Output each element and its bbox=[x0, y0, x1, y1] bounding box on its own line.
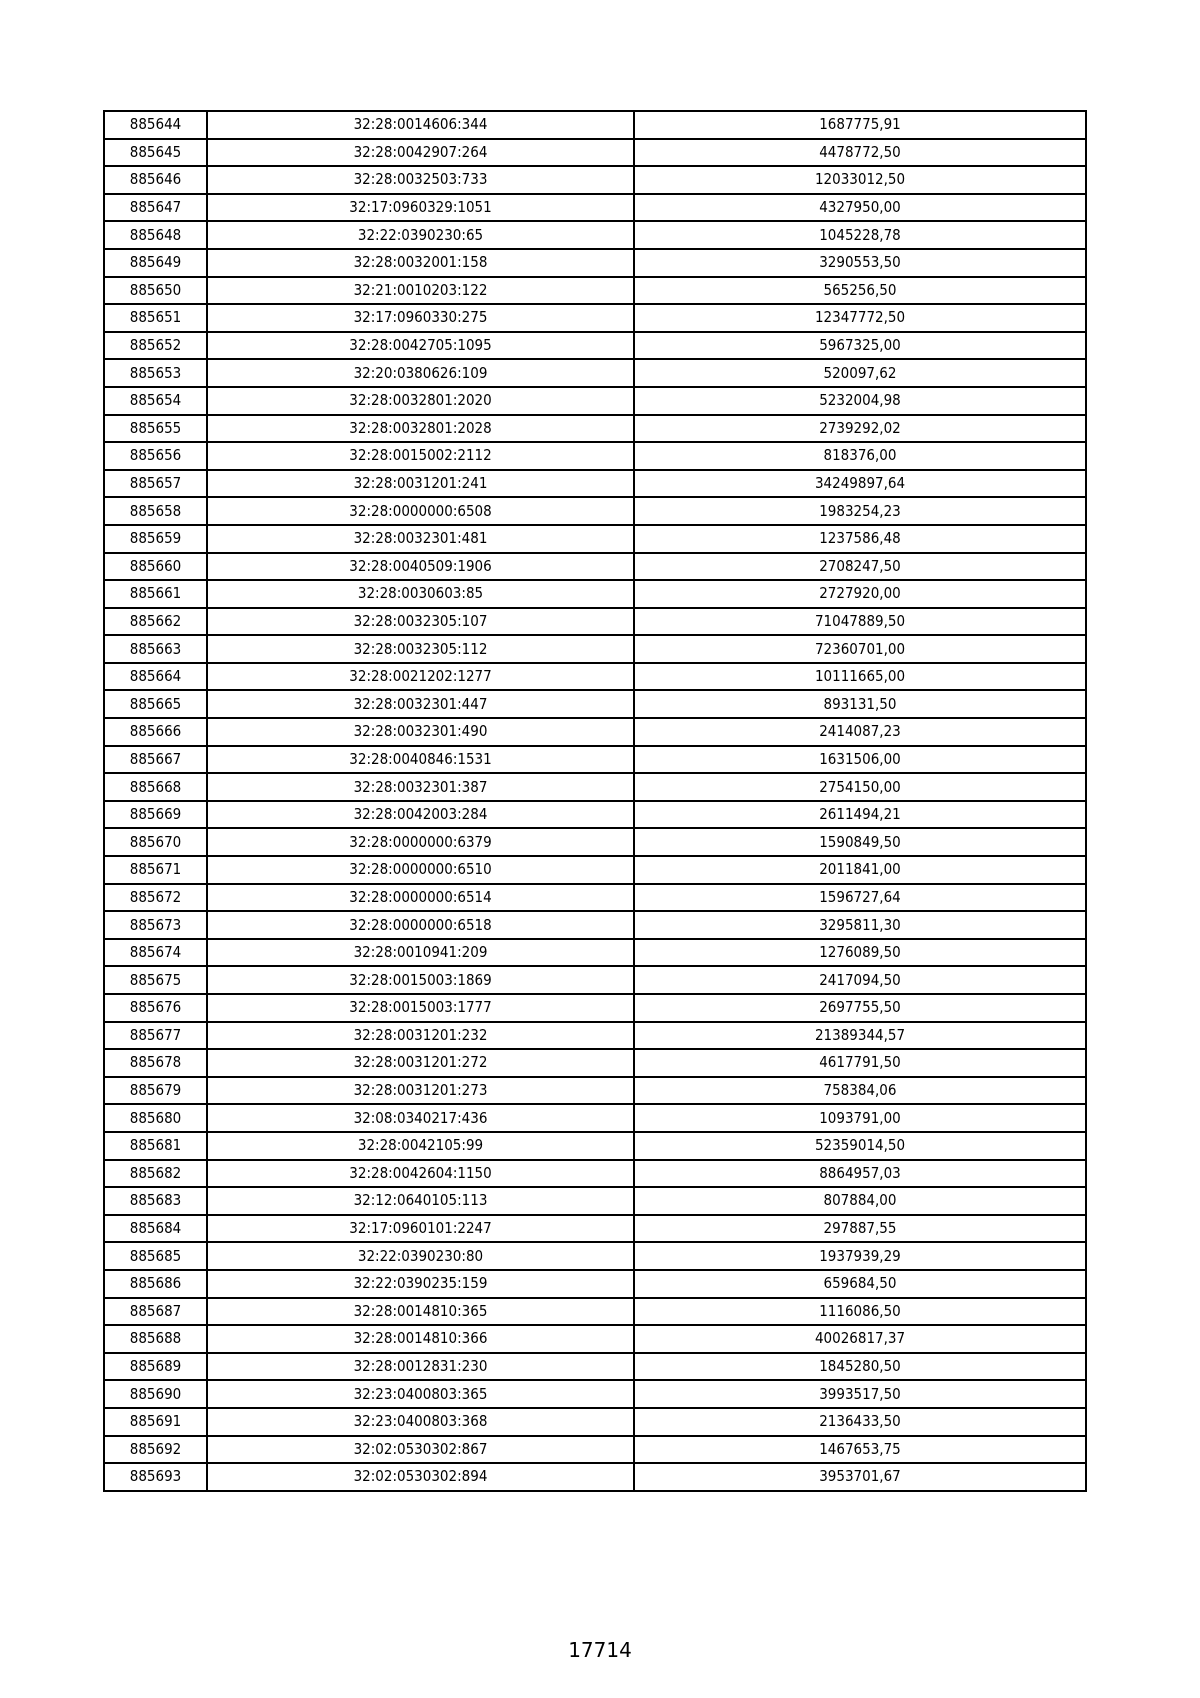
table-row bbox=[104, 801, 1086, 829]
row-id-cell: 885675 bbox=[104, 966, 207, 994]
value-cell: 4478772,50 bbox=[634, 139, 1086, 167]
row-id-cell: 885647 bbox=[104, 194, 207, 222]
row-id-cell: 885673 bbox=[104, 911, 207, 939]
cadastral-number-cell: 32:28:0032305:107 bbox=[207, 608, 634, 636]
table-row bbox=[104, 166, 1086, 194]
value-cell: 1937939,29 bbox=[634, 1242, 1086, 1270]
cadastral-number-cell: 32:28:0031201:272 bbox=[207, 1049, 634, 1077]
cadastral-number-cell: 32:17:0960101:2247 bbox=[207, 1215, 634, 1243]
row-id-cell: 885671 bbox=[104, 856, 207, 884]
cadastral-number-cell: 32:28:0032503:733 bbox=[207, 166, 634, 194]
table-row bbox=[104, 470, 1086, 498]
value-cell: 2727920,00 bbox=[634, 580, 1086, 608]
cadastral-number-cell: 32:28:0031201:232 bbox=[207, 1022, 634, 1050]
row-id-cell: 885666 bbox=[104, 718, 207, 746]
value-cell: 1631506,00 bbox=[634, 746, 1086, 774]
row-id-cell: 885655 bbox=[104, 415, 207, 443]
row-id-cell: 885662 bbox=[104, 608, 207, 636]
cadastral-number-cell: 32:22:0390235:159 bbox=[207, 1270, 634, 1298]
cadastral-number-cell: 32:28:0042705:1095 bbox=[207, 332, 634, 360]
table-row bbox=[104, 966, 1086, 994]
table-row bbox=[104, 1270, 1086, 1298]
table-row bbox=[104, 332, 1086, 360]
table-row bbox=[104, 1077, 1086, 1105]
table-row bbox=[104, 111, 1086, 139]
row-id-cell: 885682 bbox=[104, 1160, 207, 1188]
row-id-cell: 885651 bbox=[104, 304, 207, 332]
row-id-cell: 885681 bbox=[104, 1132, 207, 1160]
row-id-cell: 885686 bbox=[104, 1270, 207, 1298]
cadastral-number-cell: 32:28:0032305:112 bbox=[207, 635, 634, 663]
cadastral-number-cell: 32:28:0031201:241 bbox=[207, 470, 634, 498]
value-cell: 2414087,23 bbox=[634, 718, 1086, 746]
value-cell: 3953701,67 bbox=[634, 1463, 1086, 1491]
row-id-cell: 885676 bbox=[104, 994, 207, 1022]
table-row bbox=[104, 387, 1086, 415]
row-id-cell: 885667 bbox=[104, 746, 207, 774]
cadastral-number-cell: 32:08:0340217:436 bbox=[207, 1104, 634, 1132]
row-id-cell: 885687 bbox=[104, 1298, 207, 1326]
cadastral-number-cell: 32:28:0000000:6379 bbox=[207, 828, 634, 856]
cadastral-number-cell: 32:28:0032301:447 bbox=[207, 690, 634, 718]
table-row bbox=[104, 139, 1086, 167]
cadastral-number-cell: 32:28:0032001:158 bbox=[207, 249, 634, 277]
row-id-cell: 885648 bbox=[104, 221, 207, 249]
row-id-cell: 885645 bbox=[104, 139, 207, 167]
table-row bbox=[104, 1242, 1086, 1270]
row-id-cell: 885693 bbox=[104, 1463, 207, 1491]
value-cell: 12347772,50 bbox=[634, 304, 1086, 332]
cadastral-number-cell: 32:28:0015002:2112 bbox=[207, 442, 634, 470]
value-cell: 297887,55 bbox=[634, 1215, 1086, 1243]
table-row bbox=[104, 1160, 1086, 1188]
cadastral-number-cell: 32:22:0390230:65 bbox=[207, 221, 634, 249]
cadastral-number-cell: 32:28:0032801:2028 bbox=[207, 415, 634, 443]
value-cell: 1093791,00 bbox=[634, 1104, 1086, 1132]
value-cell: 818376,00 bbox=[634, 442, 1086, 470]
table-row bbox=[104, 497, 1086, 525]
value-cell: 520097,62 bbox=[634, 359, 1086, 387]
cadastral-number-cell: 32:28:0042105:99 bbox=[207, 1132, 634, 1160]
row-id-cell: 885650 bbox=[104, 277, 207, 305]
table-row bbox=[104, 304, 1086, 332]
row-id-cell: 885685 bbox=[104, 1242, 207, 1270]
value-cell: 1845280,50 bbox=[634, 1353, 1086, 1381]
value-cell: 2739292,02 bbox=[634, 415, 1086, 443]
cadastral-number-cell: 32:28:0030603:85 bbox=[207, 580, 634, 608]
table-row bbox=[104, 194, 1086, 222]
table-row bbox=[104, 1463, 1086, 1491]
value-cell: 5967325,00 bbox=[634, 332, 1086, 360]
value-cell: 1983254,23 bbox=[634, 497, 1086, 525]
value-cell: 4617791,50 bbox=[634, 1049, 1086, 1077]
value-cell: 8864957,03 bbox=[634, 1160, 1086, 1188]
table-row bbox=[104, 1436, 1086, 1464]
row-id-cell: 885679 bbox=[104, 1077, 207, 1105]
value-cell: 1116086,50 bbox=[634, 1298, 1086, 1326]
row-id-cell: 885690 bbox=[104, 1380, 207, 1408]
cadastral-number-cell: 32:28:0032301:490 bbox=[207, 718, 634, 746]
cadastral-number-cell: 32:21:0010203:122 bbox=[207, 277, 634, 305]
row-id-cell: 885658 bbox=[104, 497, 207, 525]
table-row bbox=[104, 249, 1086, 277]
value-cell: 4327950,00 bbox=[634, 194, 1086, 222]
page-number: 17714 bbox=[568, 1638, 632, 1662]
value-cell: 1237586,48 bbox=[634, 525, 1086, 553]
value-cell: 1045228,78 bbox=[634, 221, 1086, 249]
table-row bbox=[104, 635, 1086, 663]
row-id-cell: 885684 bbox=[104, 1215, 207, 1243]
table-row bbox=[104, 553, 1086, 581]
value-cell: 2136433,50 bbox=[634, 1408, 1086, 1436]
cadastral-number-cell: 32:28:0042907:264 bbox=[207, 139, 634, 167]
value-cell: 807884,00 bbox=[634, 1187, 1086, 1215]
row-id-cell: 885652 bbox=[104, 332, 207, 360]
cadastral-number-cell: 32:28:0031201:273 bbox=[207, 1077, 634, 1105]
table-row bbox=[104, 884, 1086, 912]
table-row bbox=[104, 773, 1086, 801]
row-id-cell: 885664 bbox=[104, 663, 207, 691]
row-id-cell: 885657 bbox=[104, 470, 207, 498]
table-row bbox=[104, 1408, 1086, 1436]
cadastral-number-cell: 32:28:0040509:1906 bbox=[207, 553, 634, 581]
value-cell: 893131,50 bbox=[634, 690, 1086, 718]
table-row bbox=[104, 911, 1086, 939]
cadastral-number-cell: 32:28:0000000:6510 bbox=[207, 856, 634, 884]
row-id-cell: 885689 bbox=[104, 1353, 207, 1381]
table-row bbox=[104, 1187, 1086, 1215]
row-id-cell: 885670 bbox=[104, 828, 207, 856]
row-id-cell: 885672 bbox=[104, 884, 207, 912]
value-cell: 1276089,50 bbox=[634, 939, 1086, 967]
value-cell: 52359014,50 bbox=[634, 1132, 1086, 1160]
cadastral-number-cell: 32:28:0032801:2020 bbox=[207, 387, 634, 415]
cadastral-number-cell: 32:28:0040846:1531 bbox=[207, 746, 634, 774]
table-row bbox=[104, 856, 1086, 884]
value-cell: 71047889,50 bbox=[634, 608, 1086, 636]
cadastral-number-cell: 32:28:0021202:1277 bbox=[207, 663, 634, 691]
cadastral-number-cell: 32:02:0530302:894 bbox=[207, 1463, 634, 1491]
row-id-cell: 885669 bbox=[104, 801, 207, 829]
row-id-cell: 885659 bbox=[104, 525, 207, 553]
row-id-cell: 885677 bbox=[104, 1022, 207, 1050]
value-cell: 34249897,64 bbox=[634, 470, 1086, 498]
table-row bbox=[104, 939, 1086, 967]
table-row bbox=[104, 1022, 1086, 1050]
cadastral-number-cell: 32:20:0380626:109 bbox=[207, 359, 634, 387]
cadastral-number-cell: 32:28:0014810:366 bbox=[207, 1325, 634, 1353]
cadastral-number-cell: 32:28:0042604:1150 bbox=[207, 1160, 634, 1188]
row-id-cell: 885678 bbox=[104, 1049, 207, 1077]
row-id-cell: 885644 bbox=[104, 111, 207, 139]
table-row bbox=[104, 1132, 1086, 1160]
table-row bbox=[104, 525, 1086, 553]
value-cell: 565256,50 bbox=[634, 277, 1086, 305]
table-row bbox=[104, 442, 1086, 470]
table-row bbox=[104, 1380, 1086, 1408]
value-cell: 2697755,50 bbox=[634, 994, 1086, 1022]
row-id-cell: 885668 bbox=[104, 773, 207, 801]
data-table-body bbox=[104, 111, 1086, 1491]
value-cell: 2611494,21 bbox=[634, 801, 1086, 829]
table-row bbox=[104, 1353, 1086, 1381]
cadastral-number-cell: 32:02:0530302:867 bbox=[207, 1436, 634, 1464]
value-cell: 3295811,30 bbox=[634, 911, 1086, 939]
table-row bbox=[104, 1325, 1086, 1353]
cadastral-number-cell: 32:28:0015003:1869 bbox=[207, 966, 634, 994]
row-id-cell: 885691 bbox=[104, 1408, 207, 1436]
value-cell: 72360701,00 bbox=[634, 635, 1086, 663]
row-id-cell: 885680 bbox=[104, 1104, 207, 1132]
row-id-cell: 885656 bbox=[104, 442, 207, 470]
row-id-cell: 885649 bbox=[104, 249, 207, 277]
value-cell: 1590849,50 bbox=[634, 828, 1086, 856]
value-cell: 2417094,50 bbox=[634, 966, 1086, 994]
cadastral-number-cell: 32:28:0000000:6518 bbox=[207, 911, 634, 939]
table-row bbox=[104, 994, 1086, 1022]
value-cell: 659684,50 bbox=[634, 1270, 1086, 1298]
row-id-cell: 885660 bbox=[104, 553, 207, 581]
value-cell: 1596727,64 bbox=[634, 884, 1086, 912]
value-cell: 21389344,57 bbox=[634, 1022, 1086, 1050]
value-cell: 3993517,50 bbox=[634, 1380, 1086, 1408]
table-row bbox=[104, 580, 1086, 608]
cadastral-number-cell: 32:17:0960330:275 bbox=[207, 304, 634, 332]
value-cell: 40026817,37 bbox=[634, 1325, 1086, 1353]
value-cell: 5232004,98 bbox=[634, 387, 1086, 415]
cadastral-number-cell: 32:28:0000000:6514 bbox=[207, 884, 634, 912]
cadastral-number-cell: 32:28:0012831:230 bbox=[207, 1353, 634, 1381]
row-id-cell: 885683 bbox=[104, 1187, 207, 1215]
table-row bbox=[104, 1049, 1086, 1077]
row-id-cell: 885665 bbox=[104, 690, 207, 718]
table-row bbox=[104, 608, 1086, 636]
cadastral-number-cell: 32:28:0014606:344 bbox=[207, 111, 634, 139]
table-row bbox=[104, 221, 1086, 249]
cadastral-number-cell: 32:28:0010941:209 bbox=[207, 939, 634, 967]
cadastral-number-cell: 32:12:0640105:113 bbox=[207, 1187, 634, 1215]
row-id-cell: 885692 bbox=[104, 1436, 207, 1464]
cadastral-number-cell: 32:28:0000000:6508 bbox=[207, 497, 634, 525]
table-row bbox=[104, 359, 1086, 387]
value-cell: 2754150,00 bbox=[634, 773, 1086, 801]
cadastral-number-cell: 32:23:0400803:368 bbox=[207, 1408, 634, 1436]
table-row bbox=[104, 828, 1086, 856]
value-cell: 3290553,50 bbox=[634, 249, 1086, 277]
cadastral-number-cell: 32:28:0032301:387 bbox=[207, 773, 634, 801]
table-row bbox=[104, 415, 1086, 443]
value-cell: 2708247,50 bbox=[634, 553, 1086, 581]
row-id-cell: 885663 bbox=[104, 635, 207, 663]
table-row bbox=[104, 746, 1086, 774]
row-id-cell: 885653 bbox=[104, 359, 207, 387]
data-table bbox=[103, 110, 1087, 1492]
table-row bbox=[104, 277, 1086, 305]
cadastral-number-cell: 32:28:0014810:365 bbox=[207, 1298, 634, 1326]
cadastral-number-cell: 32:28:0015003:1777 bbox=[207, 994, 634, 1022]
row-id-cell: 885674 bbox=[104, 939, 207, 967]
cadastral-number-cell: 32:28:0032301:481 bbox=[207, 525, 634, 553]
value-cell: 1467653,75 bbox=[634, 1436, 1086, 1464]
value-cell: 758384,06 bbox=[634, 1077, 1086, 1105]
cadastral-number-cell: 32:17:0960329:1051 bbox=[207, 194, 634, 222]
table-row bbox=[104, 718, 1086, 746]
row-id-cell: 885688 bbox=[104, 1325, 207, 1353]
cadastral-number-cell: 32:22:0390230:80 bbox=[207, 1242, 634, 1270]
table-row bbox=[104, 1215, 1086, 1243]
table-row bbox=[104, 1104, 1086, 1132]
value-cell: 10111665,00 bbox=[634, 663, 1086, 691]
table-row bbox=[104, 1298, 1086, 1326]
row-id-cell: 885661 bbox=[104, 580, 207, 608]
value-cell: 1687775,91 bbox=[634, 111, 1086, 139]
cadastral-number-cell: 32:23:0400803:365 bbox=[207, 1380, 634, 1408]
table-row bbox=[104, 690, 1086, 718]
row-id-cell: 885654 bbox=[104, 387, 207, 415]
row-id-cell: 885646 bbox=[104, 166, 207, 194]
table-row bbox=[104, 663, 1086, 691]
value-cell: 2011841,00 bbox=[634, 856, 1086, 884]
value-cell: 12033012,50 bbox=[634, 166, 1086, 194]
cadastral-number-cell: 32:28:0042003:284 bbox=[207, 801, 634, 829]
